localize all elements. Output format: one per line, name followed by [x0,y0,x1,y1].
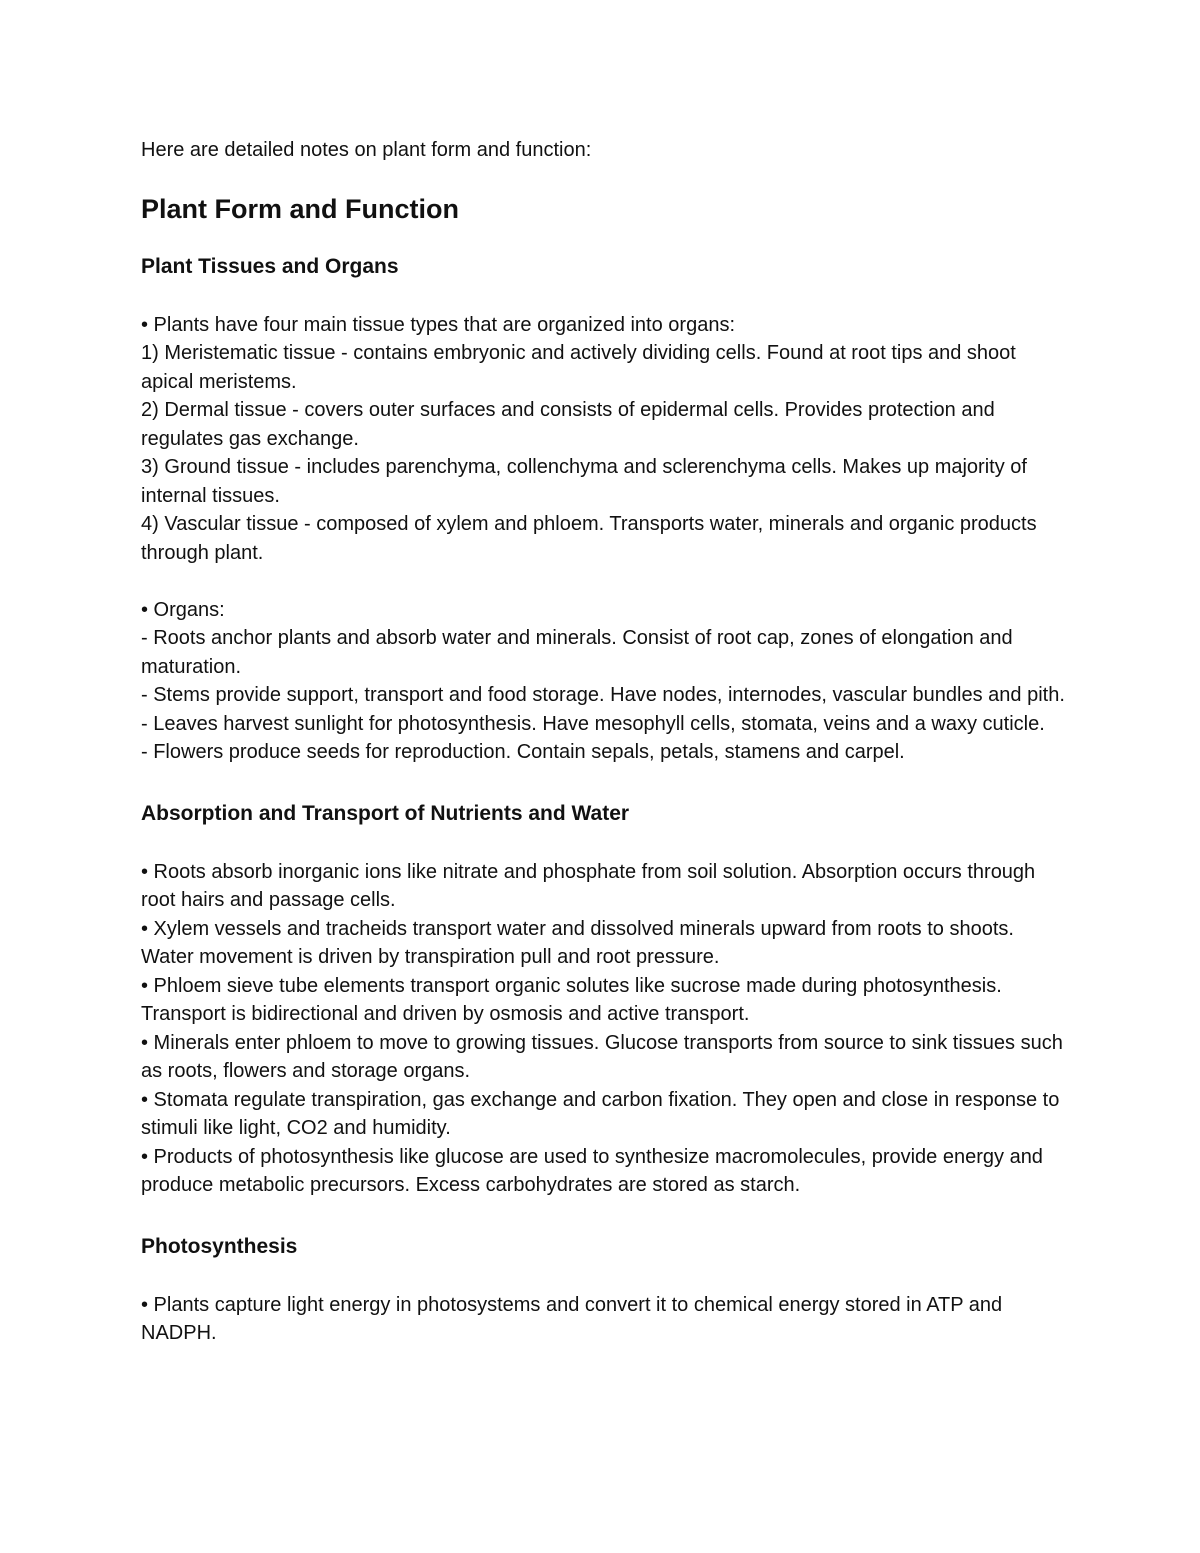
photosynthesis-block [141,1291,1071,1348]
list-item: • Xylem vessels and tracheids transport water and dissolved minerals upward from roots to shoots. Water movement is driven by transpiration pull and root pressure. [141,917,1014,968]
intro-text: Here are detailed notes on plant form and function: [141,139,592,161]
list-item: • Organs: [141,598,225,621]
list-item: • Plants have four main tissue types that are organized into organs: [141,313,736,336]
list-item: • Phloem sieve tube elements transport organic solutes like sucrose made during photosynthesis. Transport is bidirectional and driven by osmosis and active transport. [141,974,1002,1025]
section-heading: Absorption and Transport of Nutrients and Water [141,801,630,825]
list-item: • Roots absorb inorganic ions like nitrate and phosphate from soil solution. Absorption occurs through root hairs and passage cells. [141,860,1036,911]
organs-block [141,596,1071,767]
section-plant-tissues-and-organs [141,253,1071,767]
section-absorption-and-transport [141,800,1071,1200]
list-item: • Products of photosynthesis like glucose are used to synthesize macromolecules, provide energy and produce metabolic precursors. Excess carbohydrates are stored as starch. [141,1145,1043,1196]
list-item: - Flowers produce seeds for reproduction. Contain sepals, petals, stamens and carpel. [141,741,905,763]
transport-block [141,858,1071,1200]
list-item: - Roots anchor plants and absorb water and minerals. Consist of root cap, zones of elongation and maturation. [141,627,1013,678]
section-heading: Photosynthesis [141,1234,298,1258]
document-page [141,136,1071,1348]
list-item: • Plants capture light energy in photosystems and convert it to chemical energy stored in ATP and NADPH. [141,1293,1003,1344]
list-item: - Leaves harvest sunlight for photosynthesis. Have mesophyll cells, stomata, veins and a waxy cuticle. [141,712,1045,735]
document-title: Plant Form and Function [141,193,459,224]
tissue-types-block [141,311,1071,568]
list-item: 1) Meristematic tissue - contains embryonic and actively dividing cells. Found at root tips and shoot apical meristems. [141,342,1016,393]
list-item: 4) Vascular tissue - composed of xylem and phloem. Transports water, minerals and organic products through plant. [141,513,1037,564]
list-item: • Minerals enter phloem to move to growing tissues. Glucose transports from source to sink tissues such as roots, flowers and storage organs. [141,1031,1063,1082]
list-item: 3) Ground tissue - includes parenchyma, collenchyma and sclerenchyma cells. Makes up majority of internal tissues. [141,456,1027,507]
section-photosynthesis [141,1233,1071,1348]
section-heading: Plant Tissues and Organs [141,254,399,278]
list-item: 2) Dermal tissue - covers outer surfaces and consists of epidermal cells. Provides protection and regulates gas exchange. [141,399,995,450]
list-item: • Stomata regulate transpiration, gas exchange and carbon fixation. They open and close in response to stimuli like light, CO2 and humidity. [141,1088,1060,1139]
list-item: - Stems provide support, transport and food storage. Have nodes, internodes, vascular bundles and pith. [141,684,1065,706]
